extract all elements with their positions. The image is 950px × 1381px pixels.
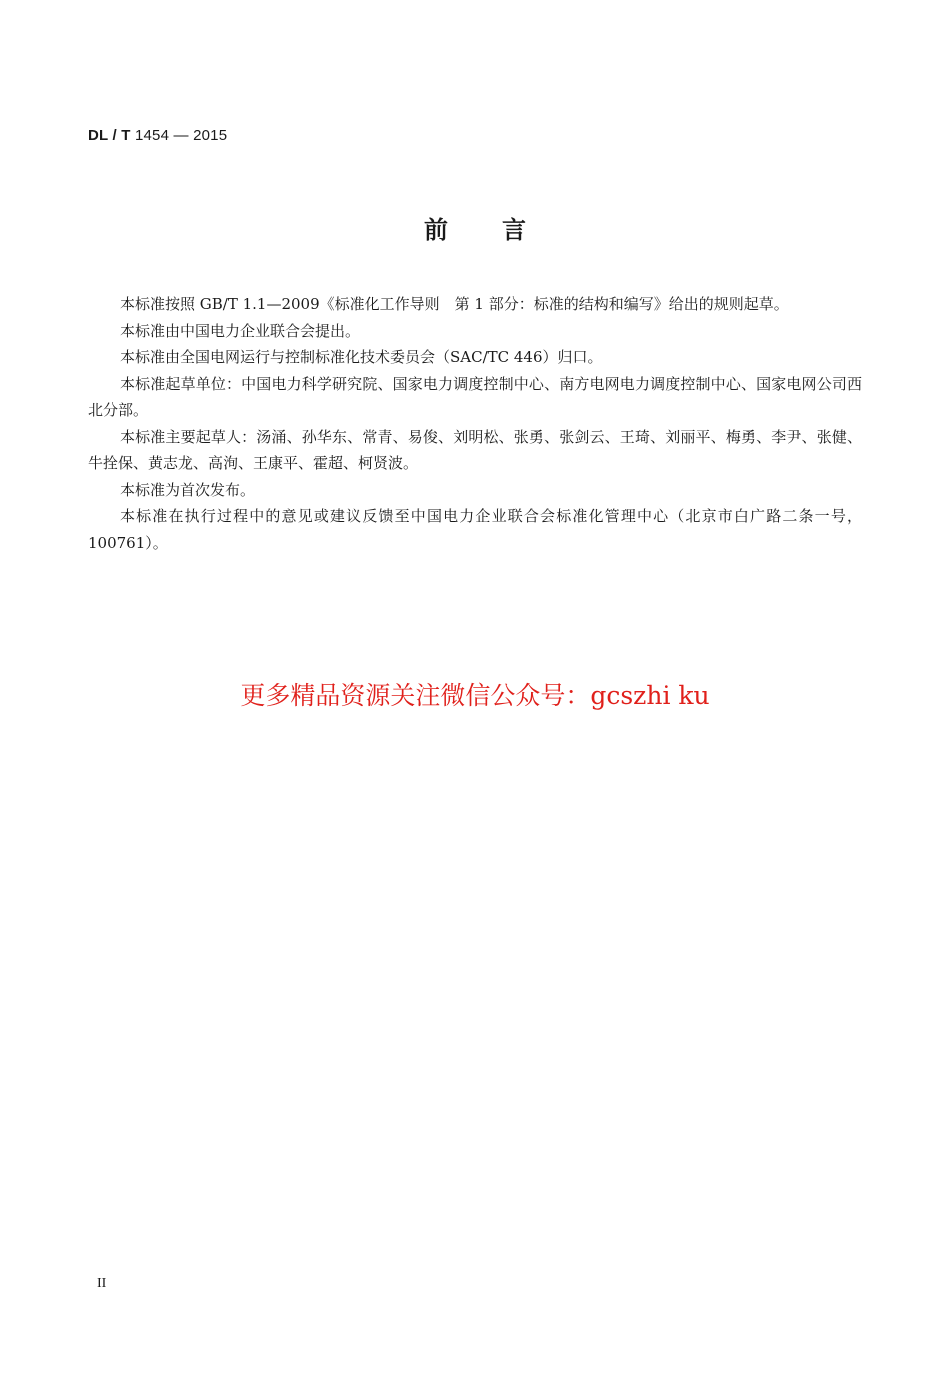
paragraph-drafting-rules: 本标准按照 GB/T 1.1—2009《标准化工作导则 第 1 部分：标准的结构和编写》给出的规则起草。 xyxy=(120,295,789,313)
page-number: II xyxy=(97,1276,107,1291)
promo-watermark: 更多精品资源关注微信公众号：gcszhi ku xyxy=(240,681,710,710)
standard-code xyxy=(88,127,227,144)
standard-code-prefix: DL / T xyxy=(88,127,131,144)
paragraph-drafting-units: 本标准起草单位：中国电力科学研究院、国家电力调度控制中心、南方电网电力调度控制中心、国家电网公司西北分部。 xyxy=(88,374,862,419)
paragraph-first-release: 本标准为首次发布。 xyxy=(120,480,256,499)
foreword-body xyxy=(88,291,862,556)
standard-code-number: 1454 — 2015 xyxy=(134,127,228,144)
section-title: 前言 xyxy=(424,216,580,244)
paragraph-drafters: 本标准主要起草人：汤涌、孙华东、常青、易俊、刘明松、张勇、张剑云、王琦、刘丽平、梅勇、李尹、张健、牛拴保、黄志龙、高洵、王康平、霍超、柯贤波。 xyxy=(88,427,862,472)
paragraph-feedback: 本标准在执行过程中的意见或建议反馈至中国电力企业联合会标准化管理中心（北京市白广路二条一号，100761）。 xyxy=(88,507,862,552)
paragraph-committee: 本标准由全国电网运行与控制标准化技术委员会（SAC/TC 446）归口。 xyxy=(120,348,603,366)
paragraph-proposer: 本标准由中国电力企业联合会提出。 xyxy=(120,321,361,340)
